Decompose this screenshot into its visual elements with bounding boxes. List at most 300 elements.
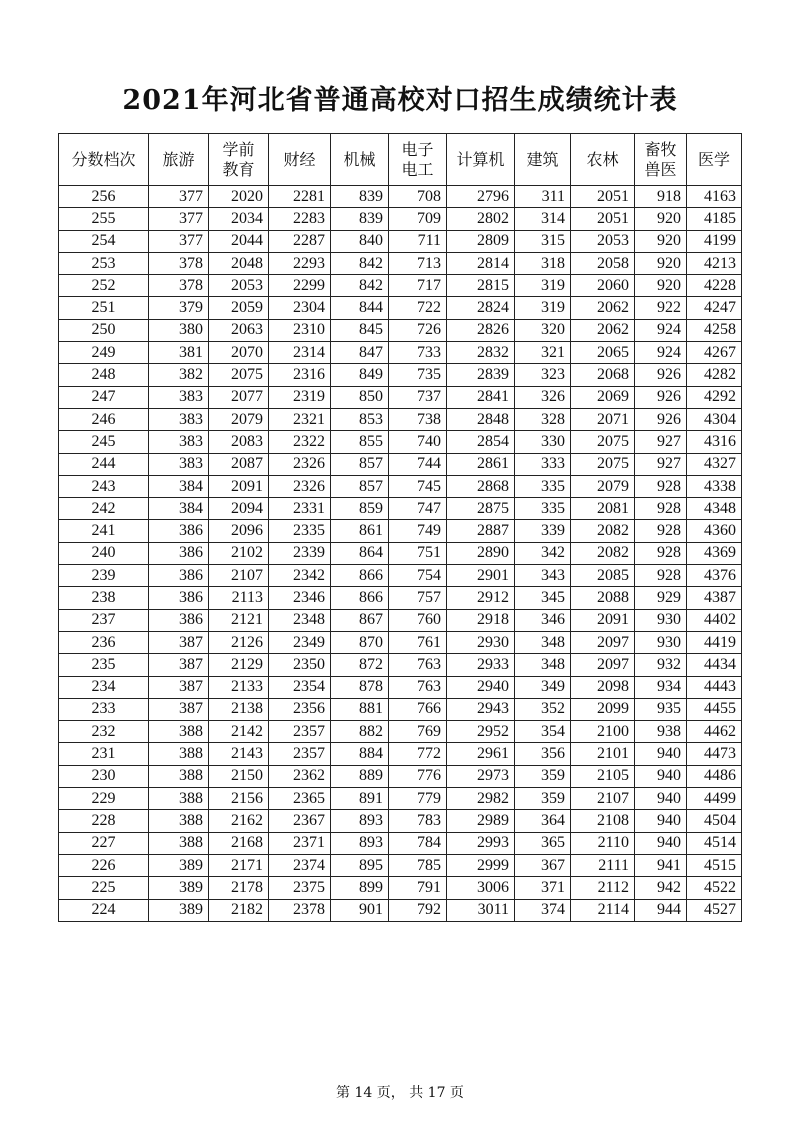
count-cell: 2077 (209, 386, 269, 408)
count-cell: 763 (389, 654, 447, 676)
count-cell: 2339 (269, 542, 331, 564)
score-level-cell: 242 (59, 498, 149, 520)
count-cell: 2060 (571, 275, 635, 297)
count-cell: 4258 (687, 319, 742, 341)
count-cell: 866 (331, 565, 389, 587)
count-cell: 349 (515, 676, 571, 698)
count-cell: 2129 (209, 654, 269, 676)
score-level-cell: 233 (59, 698, 149, 720)
count-cell: 791 (389, 877, 447, 899)
count-cell: 4376 (687, 565, 742, 587)
count-cell: 323 (515, 364, 571, 386)
count-cell: 2887 (447, 520, 515, 542)
table-row (59, 765, 742, 787)
count-cell: 930 (635, 609, 687, 631)
count-cell: 2070 (209, 342, 269, 364)
column-header-text: 电工 (401, 159, 434, 179)
count-cell: 2357 (269, 743, 331, 765)
count-cell: 2839 (447, 364, 515, 386)
score-level-cell: 254 (59, 230, 149, 252)
count-cell: 4527 (687, 899, 742, 921)
count-cell: 386 (149, 542, 209, 564)
count-cell: 930 (635, 631, 687, 653)
score-level-cell: 229 (59, 788, 149, 810)
column-header-text: 建筑 (526, 149, 559, 169)
count-cell: 2101 (571, 743, 635, 765)
count-cell: 4455 (687, 698, 742, 720)
count-cell: 882 (331, 721, 389, 743)
count-cell: 2354 (269, 676, 331, 698)
column-header-text: 机械 (343, 149, 376, 169)
table-row (59, 565, 742, 587)
count-cell: 374 (515, 899, 571, 921)
count-cell: 2350 (269, 654, 331, 676)
count-cell: 870 (331, 631, 389, 653)
count-cell: 2069 (571, 386, 635, 408)
count-cell: 382 (149, 364, 209, 386)
count-cell: 855 (331, 431, 389, 453)
table-row (59, 186, 742, 208)
count-cell: 928 (635, 565, 687, 587)
count-cell: 4327 (687, 453, 742, 475)
score-level-cell: 251 (59, 297, 149, 319)
count-cell: 840 (331, 230, 389, 252)
count-cell: 4515 (687, 854, 742, 876)
count-cell: 866 (331, 587, 389, 609)
count-cell: 2802 (447, 208, 515, 230)
count-cell: 383 (149, 386, 209, 408)
column-header (59, 134, 149, 186)
count-cell: 935 (635, 698, 687, 720)
count-cell: 2075 (571, 431, 635, 453)
count-cell: 745 (389, 475, 447, 497)
column-header-text: 旅游 (162, 149, 195, 169)
count-cell: 3006 (447, 877, 515, 899)
score-level-cell: 240 (59, 542, 149, 564)
count-cell: 2111 (571, 854, 635, 876)
count-cell: 2326 (269, 475, 331, 497)
count-cell: 383 (149, 431, 209, 453)
count-cell: 4247 (687, 297, 742, 319)
count-cell: 2348 (269, 609, 331, 631)
count-cell: 861 (331, 520, 389, 542)
count-cell: 2993 (447, 832, 515, 854)
count-cell: 929 (635, 587, 687, 609)
count-cell: 4369 (687, 542, 742, 564)
table-row (59, 654, 742, 676)
count-cell: 2133 (209, 676, 269, 698)
count-cell: 4163 (687, 186, 742, 208)
table-row (59, 453, 742, 475)
page-footer: 第 14 页， 共 17 页 (336, 1085, 464, 1101)
table-row (59, 899, 742, 921)
count-cell: 924 (635, 342, 687, 364)
count-cell: 2075 (571, 453, 635, 475)
count-cell: 2171 (209, 854, 269, 876)
count-cell: 378 (149, 275, 209, 297)
count-cell: 2182 (209, 899, 269, 921)
count-cell: 857 (331, 453, 389, 475)
table-row (59, 230, 742, 252)
count-cell: 928 (635, 475, 687, 497)
count-cell: 940 (635, 765, 687, 787)
count-cell: 776 (389, 765, 447, 787)
count-cell: 839 (331, 186, 389, 208)
count-cell: 2875 (447, 498, 515, 520)
score-level-cell: 231 (59, 743, 149, 765)
count-cell: 941 (635, 854, 687, 876)
count-cell: 934 (635, 676, 687, 698)
score-level-cell: 226 (59, 854, 149, 876)
count-cell: 918 (635, 186, 687, 208)
count-cell: 311 (515, 186, 571, 208)
count-cell: 864 (331, 542, 389, 564)
count-cell: 2062 (571, 319, 635, 341)
count-cell: 920 (635, 275, 687, 297)
score-level-cell: 256 (59, 186, 149, 208)
count-cell: 926 (635, 386, 687, 408)
count-cell: 839 (331, 208, 389, 230)
count-cell: 2079 (571, 475, 635, 497)
count-cell: 926 (635, 364, 687, 386)
count-cell: 708 (389, 186, 447, 208)
column-header-text: 兽医 (644, 159, 677, 179)
count-cell: 872 (331, 654, 389, 676)
table-row (59, 408, 742, 430)
count-cell: 2110 (571, 832, 635, 854)
count-cell: 384 (149, 498, 209, 520)
count-cell: 4402 (687, 609, 742, 631)
count-cell: 849 (331, 364, 389, 386)
count-cell: 387 (149, 654, 209, 676)
count-cell: 333 (515, 453, 571, 475)
table-row (59, 275, 742, 297)
table-row (59, 386, 742, 408)
count-cell: 2824 (447, 297, 515, 319)
count-cell: 2114 (571, 899, 635, 921)
count-cell: 2999 (447, 854, 515, 876)
count-cell: 4443 (687, 676, 742, 698)
column-header-text: 分数档次 (71, 149, 136, 169)
count-cell: 4486 (687, 765, 742, 787)
score-level-cell: 241 (59, 520, 149, 542)
count-cell: 2058 (571, 252, 635, 274)
count-cell: 2314 (269, 342, 331, 364)
count-cell: 2349 (269, 631, 331, 653)
count-cell: 2287 (269, 230, 331, 252)
column-header-text: 畜牧 (644, 139, 677, 159)
score-level-cell: 235 (59, 654, 149, 676)
count-cell: 926 (635, 408, 687, 430)
count-cell: 726 (389, 319, 447, 341)
count-cell: 2063 (209, 319, 269, 341)
count-cell: 4282 (687, 364, 742, 386)
count-cell: 383 (149, 453, 209, 475)
count-cell: 2098 (571, 676, 635, 698)
count-cell: 2082 (571, 520, 635, 542)
column-header-text: 学前 (222, 139, 255, 159)
count-cell: 2126 (209, 631, 269, 653)
count-cell: 2044 (209, 230, 269, 252)
count-cell: 2841 (447, 386, 515, 408)
score-level-cell: 224 (59, 899, 149, 921)
count-cell: 387 (149, 698, 209, 720)
count-cell: 857 (331, 475, 389, 497)
column-header (269, 134, 331, 186)
count-cell: 754 (389, 565, 447, 587)
score-level-cell: 234 (59, 676, 149, 698)
table-header-row (59, 134, 742, 186)
count-cell: 792 (389, 899, 447, 921)
count-cell: 356 (515, 743, 571, 765)
count-cell: 386 (149, 587, 209, 609)
count-cell: 335 (515, 475, 571, 497)
count-cell: 2075 (209, 364, 269, 386)
count-cell: 2062 (571, 297, 635, 319)
count-cell: 387 (149, 631, 209, 653)
count-cell: 386 (149, 565, 209, 587)
count-cell: 2168 (209, 832, 269, 854)
count-cell: 365 (515, 832, 571, 854)
count-cell: 377 (149, 208, 209, 230)
score-level-cell: 238 (59, 587, 149, 609)
count-cell: 850 (331, 386, 389, 408)
column-header-text: 医学 (697, 149, 730, 169)
count-cell: 761 (389, 631, 447, 653)
count-cell: 388 (149, 743, 209, 765)
count-cell: 928 (635, 520, 687, 542)
count-cell: 389 (149, 854, 209, 876)
count-cell: 940 (635, 788, 687, 810)
count-cell: 378 (149, 252, 209, 274)
table-row (59, 364, 742, 386)
count-cell: 348 (515, 631, 571, 653)
count-cell: 354 (515, 721, 571, 743)
count-cell: 2321 (269, 408, 331, 430)
count-cell: 711 (389, 230, 447, 252)
count-cell: 2068 (571, 364, 635, 386)
table-row (59, 587, 742, 609)
count-cell: 2943 (447, 698, 515, 720)
count-cell: 2100 (571, 721, 635, 743)
count-cell: 389 (149, 899, 209, 921)
score-level-cell: 227 (59, 832, 149, 854)
score-level-cell: 247 (59, 386, 149, 408)
count-cell: 386 (149, 609, 209, 631)
score-level-cell: 245 (59, 431, 149, 453)
count-cell: 2374 (269, 854, 331, 876)
count-cell: 942 (635, 877, 687, 899)
count-cell: 4499 (687, 788, 742, 810)
count-cell: 2346 (269, 587, 331, 609)
count-cell: 769 (389, 721, 447, 743)
count-cell: 2331 (269, 498, 331, 520)
count-cell: 772 (389, 743, 447, 765)
count-cell: 4419 (687, 631, 742, 653)
count-cell: 335 (515, 498, 571, 520)
count-cell: 342 (515, 542, 571, 564)
count-cell: 2322 (269, 431, 331, 453)
score-level-cell: 237 (59, 609, 149, 631)
count-cell: 4348 (687, 498, 742, 520)
count-cell: 4304 (687, 408, 742, 430)
count-cell: 2809 (447, 230, 515, 252)
count-cell: 2861 (447, 453, 515, 475)
count-cell: 2081 (571, 498, 635, 520)
column-header (515, 134, 571, 186)
count-cell: 2342 (269, 565, 331, 587)
count-cell: 384 (149, 475, 209, 497)
count-cell: 859 (331, 498, 389, 520)
count-cell: 928 (635, 498, 687, 520)
count-cell: 713 (389, 252, 447, 274)
count-cell: 927 (635, 453, 687, 475)
count-cell: 359 (515, 788, 571, 810)
count-cell: 2356 (269, 698, 331, 720)
count-cell: 2094 (209, 498, 269, 520)
count-cell: 842 (331, 252, 389, 274)
count-cell: 899 (331, 877, 389, 899)
count-cell: 4316 (687, 431, 742, 453)
count-cell: 4213 (687, 252, 742, 274)
count-cell: 328 (515, 408, 571, 430)
count-cell: 2121 (209, 609, 269, 631)
table-row (59, 788, 742, 810)
count-cell: 2814 (447, 252, 515, 274)
count-cell: 845 (331, 319, 389, 341)
score-level-cell: 248 (59, 364, 149, 386)
count-cell: 2832 (447, 342, 515, 364)
count-cell: 2087 (209, 453, 269, 475)
count-cell: 339 (515, 520, 571, 542)
count-cell: 2982 (447, 788, 515, 810)
table-row (59, 698, 742, 720)
count-cell: 371 (515, 877, 571, 899)
count-cell: 2178 (209, 877, 269, 899)
count-cell: 2961 (447, 743, 515, 765)
count-cell: 314 (515, 208, 571, 230)
count-cell: 319 (515, 297, 571, 319)
count-cell: 2848 (447, 408, 515, 430)
count-cell: 2310 (269, 319, 331, 341)
count-cell: 2051 (571, 208, 635, 230)
table-row (59, 631, 742, 653)
table-row (59, 208, 742, 230)
count-cell: 2912 (447, 587, 515, 609)
count-cell: 2082 (571, 542, 635, 564)
page-title: 2021年河北省普通高校对口招生成绩统计表 (122, 85, 678, 116)
count-cell: 2079 (209, 408, 269, 430)
count-cell: 4522 (687, 877, 742, 899)
count-cell: 940 (635, 832, 687, 854)
count-cell: 2048 (209, 252, 269, 274)
count-cell: 784 (389, 832, 447, 854)
count-cell: 2085 (571, 565, 635, 587)
score-level-cell: 250 (59, 319, 149, 341)
count-cell: 346 (515, 609, 571, 631)
count-cell: 2091 (571, 609, 635, 631)
count-cell: 2868 (447, 475, 515, 497)
count-cell: 785 (389, 854, 447, 876)
count-cell: 847 (331, 342, 389, 364)
count-cell: 2091 (209, 475, 269, 497)
count-cell: 893 (331, 832, 389, 854)
count-cell: 2365 (269, 788, 331, 810)
count-cell: 2083 (209, 431, 269, 453)
count-cell: 844 (331, 297, 389, 319)
count-cell: 940 (635, 810, 687, 832)
column-header-text: 财经 (283, 149, 316, 169)
count-cell: 2113 (209, 587, 269, 609)
count-cell: 4292 (687, 386, 742, 408)
score-level-cell: 252 (59, 275, 149, 297)
score-level-cell: 244 (59, 453, 149, 475)
count-cell: 2371 (269, 832, 331, 854)
count-cell: 2326 (269, 453, 331, 475)
count-cell: 320 (515, 319, 571, 341)
count-cell: 2952 (447, 721, 515, 743)
column-header (209, 134, 269, 186)
count-cell: 4504 (687, 810, 742, 832)
count-cell: 4462 (687, 721, 742, 743)
count-cell: 330 (515, 431, 571, 453)
table-row (59, 832, 742, 854)
column-header (149, 134, 209, 186)
score-level-cell: 249 (59, 342, 149, 364)
count-cell: 733 (389, 342, 447, 364)
count-cell: 2102 (209, 542, 269, 564)
score-level-cell: 230 (59, 765, 149, 787)
count-cell: 2901 (447, 565, 515, 587)
count-cell: 348 (515, 654, 571, 676)
count-cell: 2112 (571, 877, 635, 899)
count-cell: 389 (149, 877, 209, 899)
count-cell: 2053 (571, 230, 635, 252)
table-row (59, 431, 742, 453)
count-cell: 744 (389, 453, 447, 475)
count-cell: 760 (389, 609, 447, 631)
score-level-cell: 246 (59, 408, 149, 430)
count-cell: 2357 (269, 721, 331, 743)
count-cell: 383 (149, 408, 209, 430)
column-header-text: 计算机 (456, 149, 505, 169)
count-cell: 2299 (269, 275, 331, 297)
count-cell: 2854 (447, 431, 515, 453)
count-cell: 2097 (571, 631, 635, 653)
count-cell: 2283 (269, 208, 331, 230)
count-cell: 319 (515, 275, 571, 297)
count-cell: 388 (149, 832, 209, 854)
count-cell: 740 (389, 431, 447, 453)
count-cell: 315 (515, 230, 571, 252)
score-level-cell: 232 (59, 721, 149, 743)
count-cell: 2378 (269, 899, 331, 921)
count-cell: 893 (331, 810, 389, 832)
count-cell: 2940 (447, 676, 515, 698)
score-level-cell: 255 (59, 208, 149, 230)
score-level-cell: 239 (59, 565, 149, 587)
count-cell: 891 (331, 788, 389, 810)
count-cell: 738 (389, 408, 447, 430)
column-header (635, 134, 687, 186)
count-cell: 867 (331, 609, 389, 631)
count-cell: 2053 (209, 275, 269, 297)
count-cell: 779 (389, 788, 447, 810)
table-row (59, 721, 742, 743)
count-cell: 2319 (269, 386, 331, 408)
count-cell: 345 (515, 587, 571, 609)
table-row (59, 810, 742, 832)
